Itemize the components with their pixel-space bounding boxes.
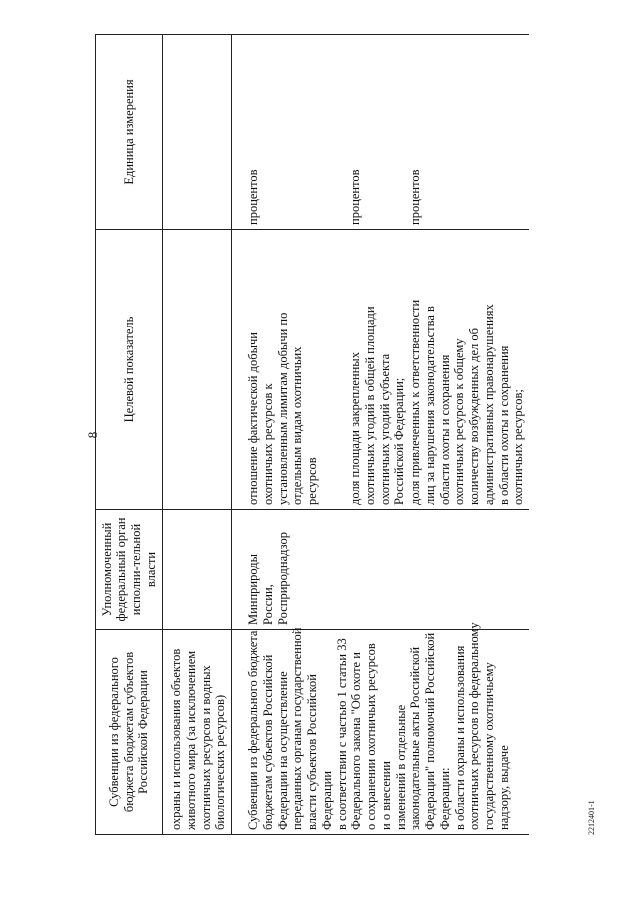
table-row (232, 35, 530, 835)
row1-subvention-cell (163, 630, 232, 835)
text-line: в соответствии с частью 1 статьи 33 (334, 638, 349, 830)
header-unit: Единица измерения (96, 35, 163, 230)
text-line: области охоты и сохранения (437, 354, 452, 505)
text-line: Росприроднадзор (275, 532, 290, 625)
row2-indicator-cell (232, 230, 530, 510)
page-number: 8 (85, 431, 100, 439)
text-line: Минприроды (246, 553, 260, 625)
indicator-block (246, 234, 348, 505)
row2-unit-cell (232, 35, 530, 230)
text-line: охотничьих угодий субъекта (377, 353, 392, 505)
unit-block (408, 39, 423, 225)
text-line: охраны и использования объектов (169, 648, 183, 830)
table-header-row (96, 35, 163, 835)
text-line: животного мира (за исключением (183, 650, 198, 830)
text-line: Федерального закона "Об охоте и (349, 652, 364, 830)
text-line: охотничьих ресурсов по федеральному (467, 622, 482, 830)
text-line: биологических ресурсов) (213, 694, 228, 830)
text-line: надзору, выдаче (496, 745, 511, 830)
text-line: о сохранении охотничьих ресурсов (364, 643, 378, 830)
text-line: установленным лимитам добычи по (275, 312, 290, 505)
text-line: доля привлеченных к ответственности (408, 299, 422, 505)
header-target-indicator: Целевой показатель (96, 230, 163, 510)
subventions-table (95, 34, 529, 835)
rotated-page (85, 35, 605, 835)
text-line: отдельным видам охотничьих (290, 346, 305, 505)
text-line: административных правонарушениях (481, 304, 496, 505)
text-line: и о внесении (378, 761, 393, 830)
text-line: изменений в отдельные (393, 704, 408, 830)
text-line: законодательные акты Российской (408, 646, 423, 830)
indicator-block (348, 234, 408, 505)
text-line: Федерации (319, 770, 334, 830)
text-line: бюджетам субъектов Российской (260, 654, 275, 830)
text-line: лиц за нарушения законодательства в (422, 306, 437, 505)
text-line: Федерации: (437, 767, 452, 830)
text-line: власти субъектов Российской (305, 674, 319, 830)
text-line: России, (260, 584, 275, 625)
unit-block (246, 39, 348, 225)
text-line: Субвенции из федерального бюджета (246, 630, 260, 830)
text-line: ресурсов (305, 457, 319, 505)
header-subventions: Субвенции из федерального бюджета бюджетам субъектов Российской Федерации (96, 630, 163, 835)
text-line: государственному охотничьему (482, 662, 496, 830)
table-row (163, 35, 232, 835)
unit-block (348, 39, 408, 225)
row1-authority-cell (163, 510, 232, 630)
text-line: переданных органам государственной (290, 627, 305, 830)
header-authority: Уполномоченный федеральный орган исполни-тельной власти (96, 510, 163, 630)
indicator-block (408, 234, 526, 505)
text-line: охотничьих угодий в общей площади (362, 306, 377, 505)
text-line: охотничьих ресурсов; (511, 389, 526, 505)
unit-value: процентов (246, 169, 260, 225)
text-line: охотничьих ресурсов к (260, 383, 275, 505)
text-line: Российской Федерации; (392, 377, 407, 505)
text-line: Федерации на осуществление (275, 671, 290, 830)
text-line: охотничьих ресурсов и водных (198, 665, 213, 830)
text-line: отношение фактической добычи (246, 332, 260, 505)
text-line: доля площади закрепленных (348, 352, 362, 505)
unit-value: процентов (348, 169, 362, 225)
unit-value: процентов (408, 169, 422, 225)
document-code: 2212401-1 (587, 800, 596, 835)
row2-subvention-cell (232, 622, 530, 835)
text-line: охотничьих ресурсов к общему (452, 338, 467, 505)
text-line: количеству возбужденных дел об (467, 327, 481, 505)
row2-authority-cell (232, 510, 530, 630)
text-line: в области охраны и использования (452, 645, 467, 830)
text-line: Федерации" полномочий Российской (423, 632, 437, 830)
row1-unit-cell (163, 35, 232, 230)
row1-indicator-cell (163, 230, 232, 510)
text-line: в области охоты и сохранения (496, 345, 511, 505)
